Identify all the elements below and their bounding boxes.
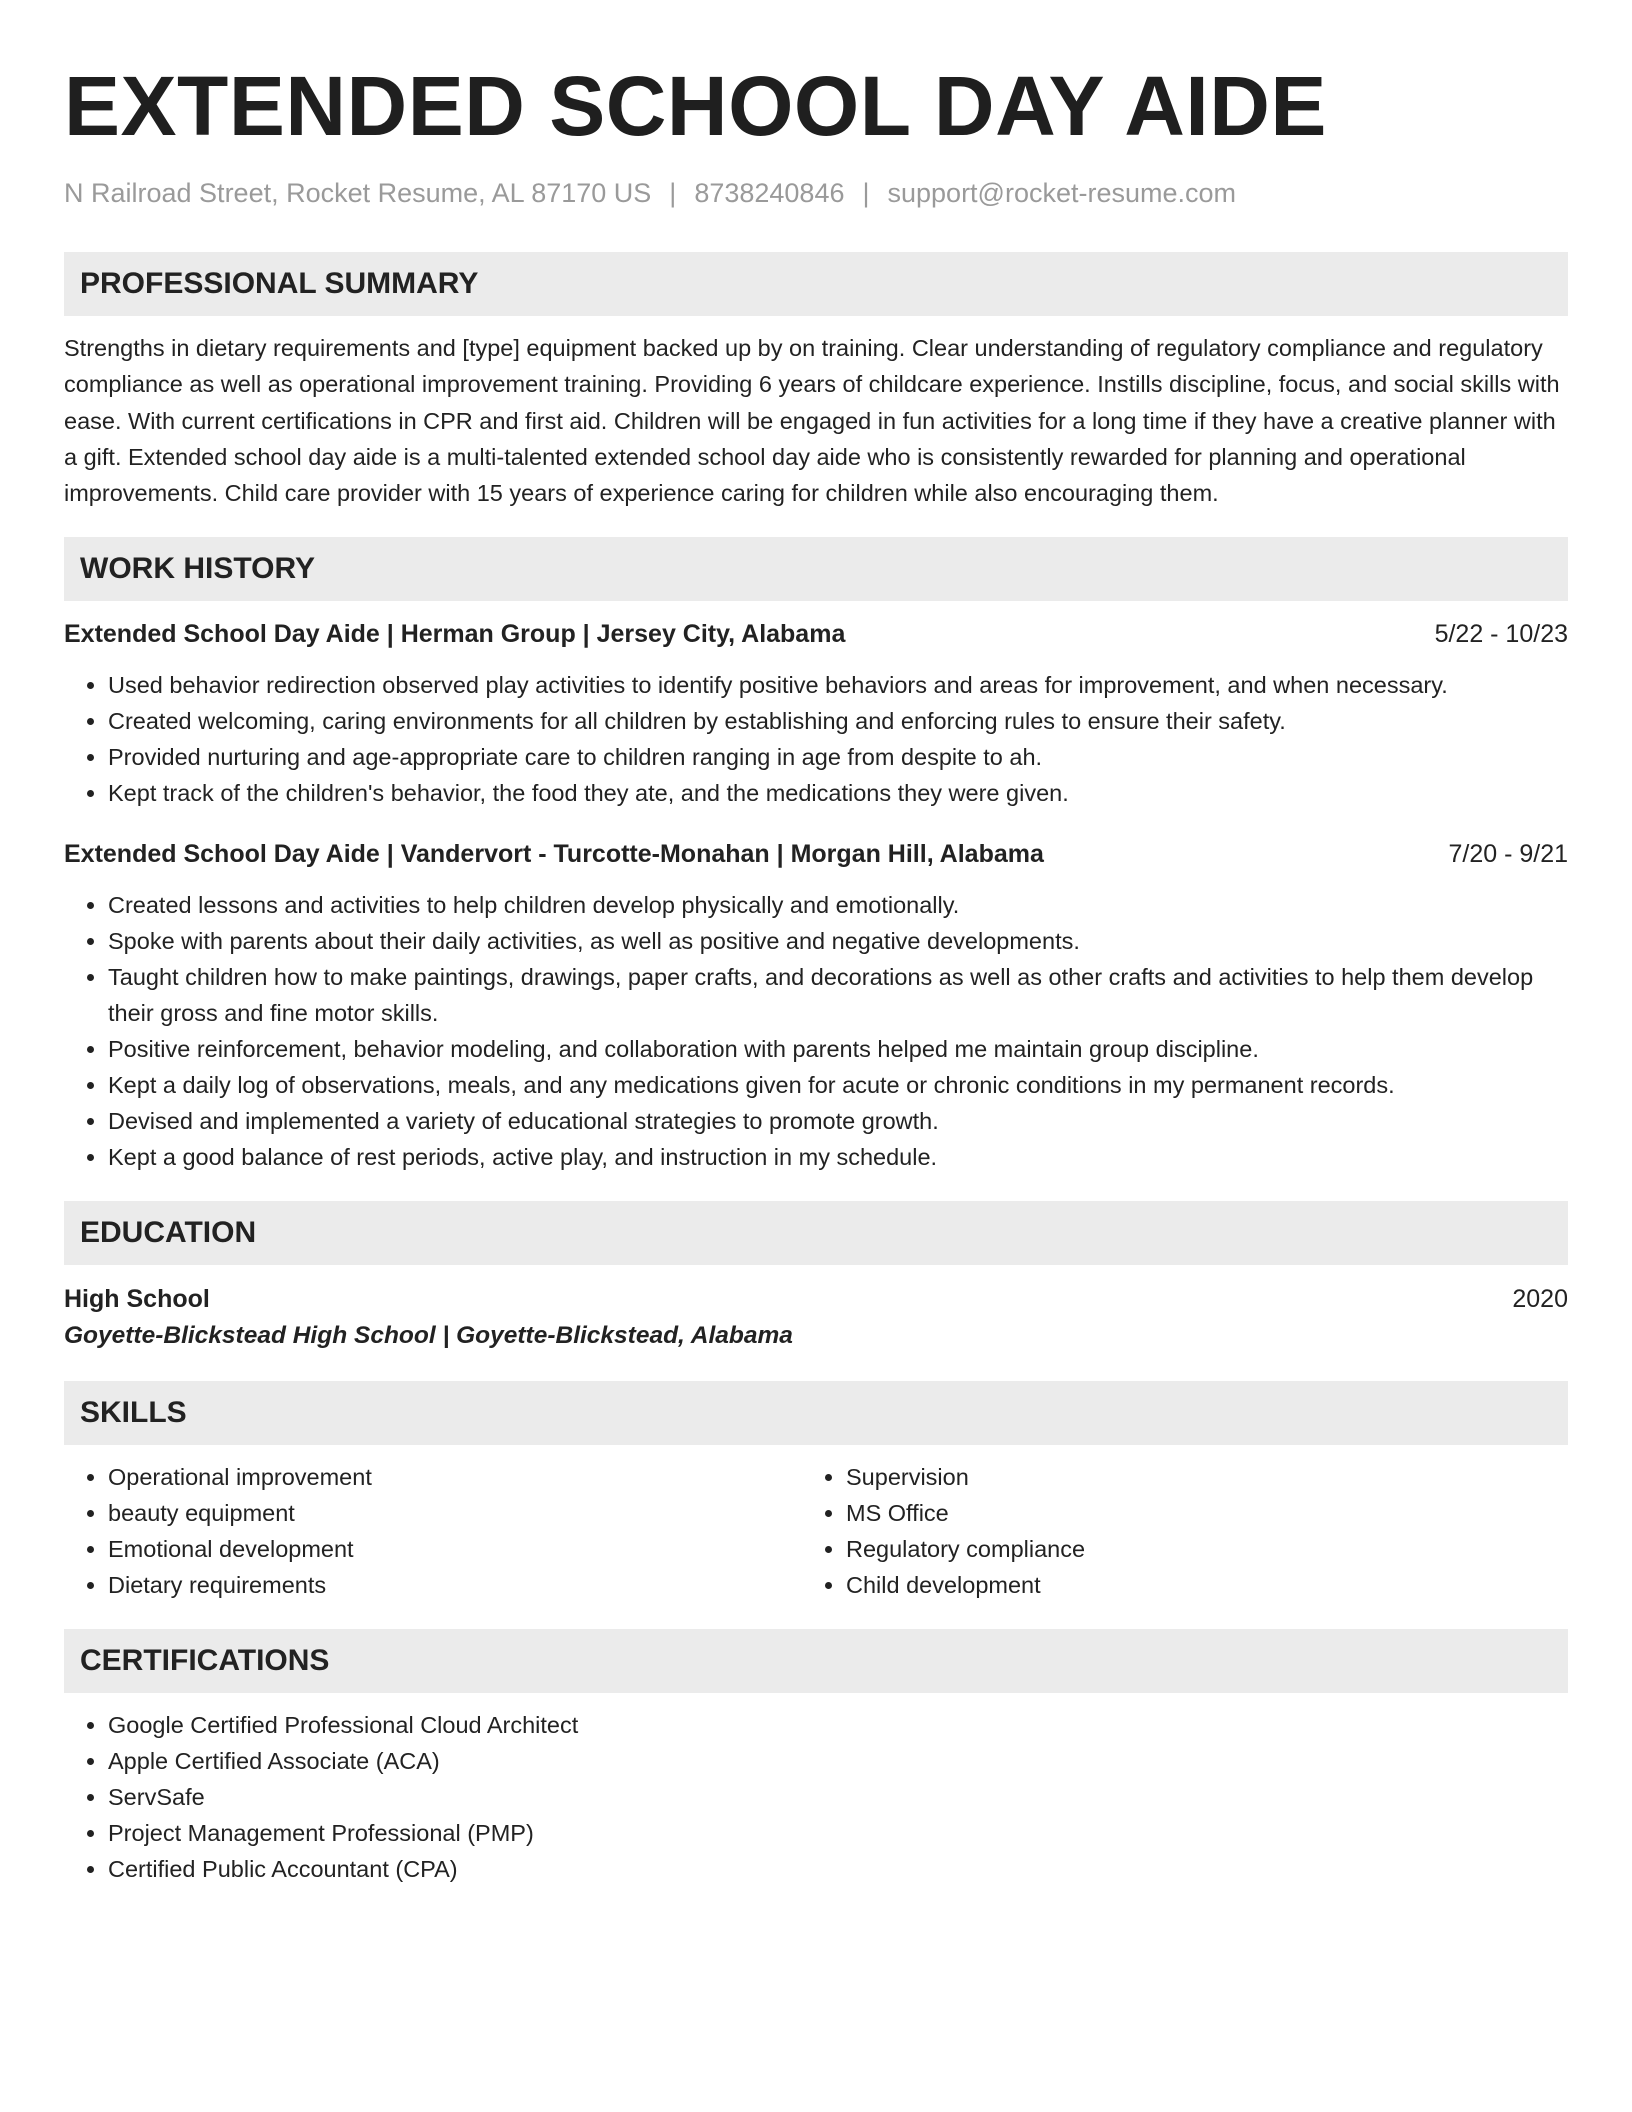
duty-item: • Spoke with parents about their daily activities, as well as positive and negative developments.	[108, 923, 1568, 959]
job-duties	[64, 667, 1568, 811]
skills-columns	[64, 1459, 1568, 1603]
skill-item: • Supervision	[846, 1459, 1540, 1495]
duty-item: • Kept a daily log of observations, meals, and any medications given for acute or chronic conditions in my permanent records.	[108, 1067, 1568, 1103]
job-dates: 5/22 - 10/23	[1434, 620, 1568, 649]
summary-text: Strengths in dietary requirements and [type] equipment backed up by on training. Clear understanding of regulatory compliance and regulatory compliance as well as operational improvement training. Providing 6 years of childcare experience. Instills discipline, focus, and social skills with ease. With current certifications in CPR and first aid. Children will be engaged in fun activities for a long time if they have a creative planner with a gift. Extended school day aide is a multi-talented extended school day aide who is consistently rewarded for planning and operational improvements. Child care provider with 15 years of experience caring for children while also encouraging them.	[64, 335, 1560, 507]
duty-item: • Devised and implemented a variety of educational strategies to promote growth.	[108, 1103, 1568, 1139]
skills-list-right	[802, 1459, 1540, 1603]
job-entry	[64, 837, 1568, 1175]
duty-item: • Provided nurturing and age-appropriate care to children ranging in age from despite to ah.	[108, 739, 1568, 775]
skill-item: • Dietary requirements	[108, 1567, 802, 1603]
contact-separator: |	[862, 178, 870, 208]
certifications-heading: CERTIFICATIONS	[64, 1629, 1568, 1693]
contact-separator: |	[669, 178, 677, 208]
skills-heading: SKILLS	[64, 1381, 1568, 1445]
education-heading: EDUCATION	[64, 1201, 1568, 1265]
duty-item: • Used behavior redirection observed play activities to identify positive behaviors and areas for improvement, and when necessary.	[108, 667, 1568, 703]
certification-item: • Project Management Professional (PMP)	[108, 1815, 1568, 1851]
duty-item: • Kept a good balance of rest periods, active play, and instruction in my schedule.	[108, 1139, 1568, 1175]
summary-heading: PROFESSIONAL SUMMARY	[64, 252, 1568, 316]
certification-item: • Google Certified Professional Cloud Architect	[108, 1707, 1568, 1743]
contact-phone: 8738240846	[694, 178, 845, 208]
work-history-heading: WORK HISTORY	[64, 537, 1568, 601]
skill-item: • beauty equipment	[108, 1495, 802, 1531]
certifications-list	[64, 1707, 1568, 1887]
duty-item: • Positive reinforcement, behavior modeling, and collaboration with parents helped me maintain group discipline.	[108, 1031, 1568, 1067]
duty-item: • Taught children how to make paintings, drawings, paper crafts, and decorations as well as other crafts and activities to help them develop their gross and fine motor skills.	[108, 959, 1568, 1031]
certification-item: • ServSafe	[108, 1779, 1568, 1815]
skill-item: • Child development	[846, 1567, 1540, 1603]
education-section	[64, 1201, 1568, 1355]
job-duties	[64, 887, 1568, 1175]
job-title-line: Extended School Day Aide | Vandervort - Turcotte-Monahan | Morgan Hill, Alabama	[64, 840, 1044, 869]
skills-section	[64, 1381, 1568, 1603]
job-entry	[64, 617, 1568, 811]
contact-email[interactable]: support@rocket-resume.com	[887, 178, 1237, 208]
education-year: 2020	[1512, 1285, 1568, 1314]
summary-section	[64, 252, 1568, 511]
job-dates: 7/20 - 9/21	[1448, 840, 1568, 869]
duty-item: • Created welcoming, caring environments for all children by establishing and enforcing rules to ensure their safety.	[108, 703, 1568, 739]
duty-item: • Created lessons and activities to help children develop physically and emotionally.	[108, 887, 1568, 923]
certifications-section	[64, 1629, 1568, 1887]
skills-list-left	[64, 1459, 802, 1603]
job-title-line: Extended School Day Aide | Herman Group | Jersey City, Alabama	[64, 620, 846, 649]
job-header	[64, 837, 1568, 871]
skill-item: • Operational improvement	[108, 1459, 802, 1495]
education-header	[64, 1281, 1568, 1317]
contact-address: N Railroad Street, Rocket Resume, AL 87170 US	[64, 178, 652, 208]
certification-item: • Apple Certified Associate (ACA)	[108, 1743, 1568, 1779]
education-school: Goyette-Blickstead High School | Goyette-Blickstead, Alabama	[64, 1322, 793, 1350]
skill-item: • MS Office	[846, 1495, 1540, 1531]
skill-item: • Emotional development	[108, 1531, 802, 1567]
duty-item: • Kept track of the children's behavior, the food they ate, and the medications they were given.	[108, 775, 1568, 811]
skill-item: • Regulatory compliance	[846, 1531, 1540, 1567]
job-header	[64, 617, 1568, 651]
contact-line	[64, 176, 1568, 210]
certification-item: • Certified Public Accountant (CPA)	[108, 1851, 1568, 1887]
education-degree: High School	[64, 1285, 210, 1314]
candidate-name: EXTENDED SCHOOL DAY AIDE	[64, 59, 1327, 153]
work-history-section	[64, 537, 1568, 1175]
